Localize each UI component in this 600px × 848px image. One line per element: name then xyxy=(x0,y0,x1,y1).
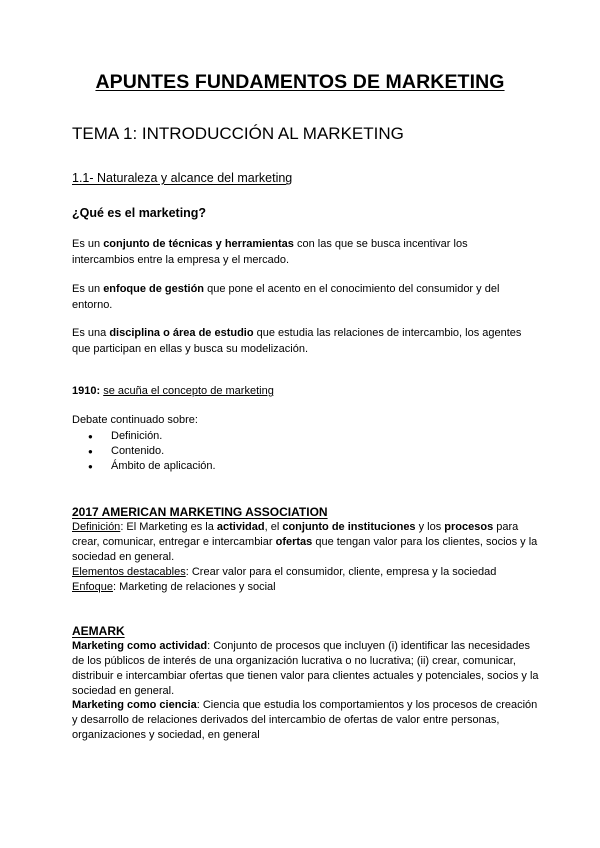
aemark-actividad xyxy=(72,639,542,699)
year-line xyxy=(72,385,274,397)
p2-bold: enfoque de gestión xyxy=(103,283,205,295)
tema-heading: TEMA 1: INTRODUCCIÓN AL MARKETING xyxy=(72,124,404,143)
list-item: ● Ámbito de aplicación. xyxy=(88,459,216,474)
aemark-heading: AEMARK xyxy=(72,624,125,638)
p2-pre: Es un xyxy=(72,283,104,295)
ama-def-text-5: que tengan valor para los clientes, socios y la sociedad en general. xyxy=(72,536,538,563)
ama-enf-label: Enfoque xyxy=(72,581,113,593)
debate-intro: Debate continuado sobre: xyxy=(72,414,198,426)
aemark-sci-text: : Ciencia que estudia los comportamientos y los procesos de creación y desarrollo de relaciones derivados del intercambio de ofertas de valor entre personas, organizaciones y sociedad, en general xyxy=(72,699,538,741)
definition-paragraph-1 xyxy=(72,237,532,268)
ama-elementos xyxy=(72,565,542,580)
ama-definition xyxy=(72,520,542,565)
ama-def-label: Definición xyxy=(72,521,121,533)
list-item: ● Definición. xyxy=(88,429,216,444)
p1-pre: Es un xyxy=(72,238,104,250)
subsection-heading: 1.1- Naturaleza y alcance del marketing xyxy=(72,171,293,185)
p3-bold: disciplina o área de estudio xyxy=(109,327,254,339)
ama-el-text: : Crear valor para el consumidor, cliente, empresa y la sociedad xyxy=(185,566,497,578)
ama-def-text-1: : El Marketing es la xyxy=(120,521,217,533)
p3-pre: Es una xyxy=(72,327,110,339)
p1-bold: conjunto de técnicas y herramientas xyxy=(103,238,294,250)
list-item: ● Contenido. xyxy=(88,444,216,459)
document-title: APUNTES FUNDAMENTOS DE MARKETING xyxy=(95,71,505,93)
ama-enf-text: : Marketing de relaciones y social xyxy=(112,581,276,593)
ama-def-bold-4: ofertas xyxy=(275,536,313,548)
debate-list xyxy=(88,429,216,474)
definition-paragraph-3 xyxy=(72,326,532,357)
ama-heading: 2017 AMERICAN MARKETING ASSOCIATION xyxy=(72,505,328,519)
ama-def-text-4: para crear, comunicar, entregar e intercambiar xyxy=(72,521,519,548)
aemark-sci-label: Marketing como ciencia xyxy=(72,699,197,711)
year-text: se acuña el concepto de marketing xyxy=(103,385,274,397)
ama-def-text-2: , el xyxy=(264,521,283,533)
aemark-act-label: Marketing como actividad xyxy=(72,640,208,652)
ama-def-bold-1: actividad xyxy=(216,521,265,533)
question-heading: ¿Qué es el marketing? xyxy=(72,206,207,220)
ama-enfoque xyxy=(72,580,542,595)
ama-def-text-3: y los xyxy=(415,521,445,533)
aemark-ciencia xyxy=(72,698,542,743)
ama-def-bold-2: conjunto de instituciones xyxy=(282,521,416,533)
year-label: 1910: xyxy=(72,385,101,397)
ama-el-label: Elementos destacables xyxy=(72,566,186,578)
definition-paragraph-2 xyxy=(72,282,532,313)
ama-def-bold-3: procesos xyxy=(444,521,494,533)
p3-post: que estudia las relaciones de intercambio, los agentes que participan en ellas y busca su modelización. xyxy=(72,327,522,355)
p2-post: que pone el acento en el conocimiento del consumidor y del entorno. xyxy=(72,283,500,311)
aemark-act-text: : Conjunto de procesos que incluyen (i) identificar las necesidades de los públicos de interés de una organización lucrativa o no lucrativa; (ii) crear, comunicar, distribuir e intercambiar ofertas que tienen valor para clientes actuales y potenciales, socios y la sociedad en general. xyxy=(72,640,539,697)
p1-post: con las que se busca incentivar los intercambios entre la empresa y el mercado. xyxy=(72,238,468,266)
